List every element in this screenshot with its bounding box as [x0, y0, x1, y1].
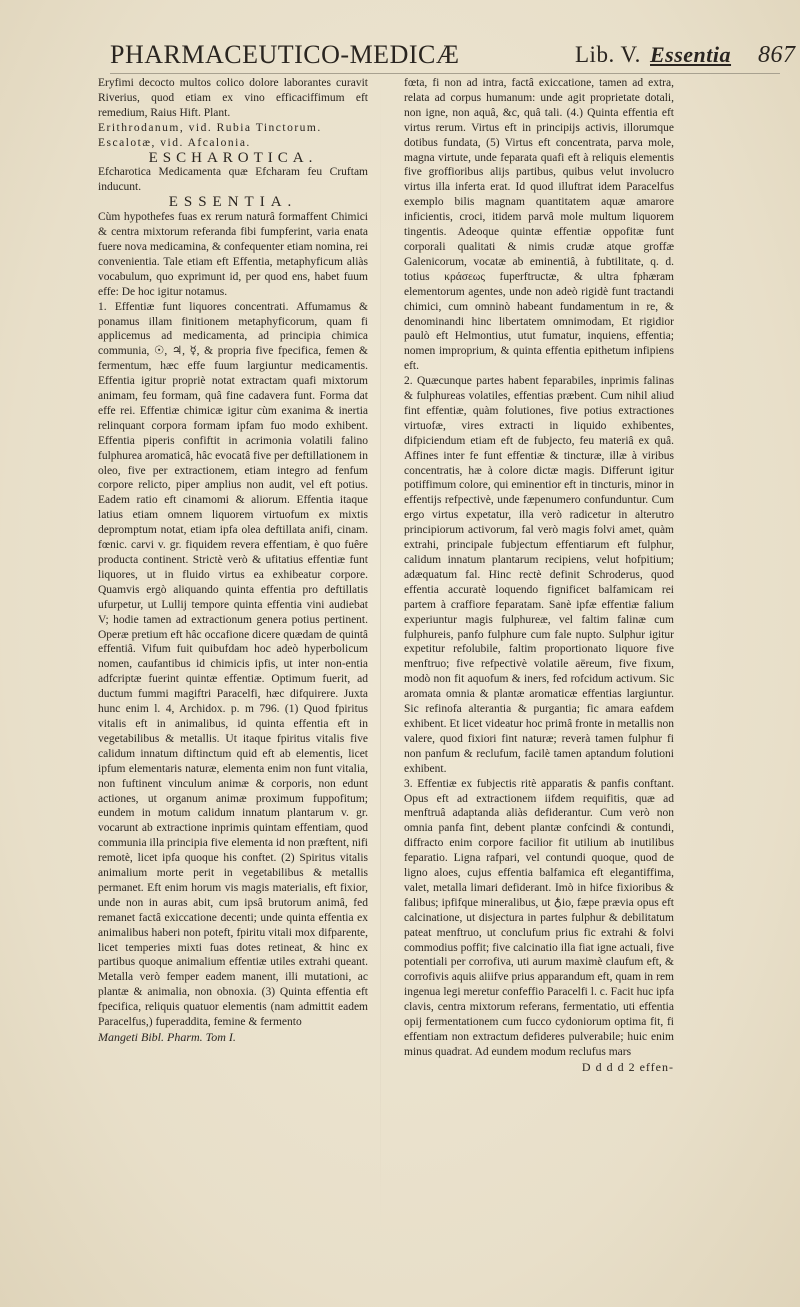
running-title: PHARMACEUTICO-MEDICÆ: [110, 40, 460, 69]
paragraph-essentia-intro: Cùm hypothefes fuas ex rerum naturâ formaffent Chimici & centra mixtorum referanda fibi fumpferint, varia enata fuere nova medicamina, & confequenter etiam nomina, rei convenientia. Tale etiam eft Effentia, metaphyficum aliàs vocabulum, quo exprimunt id, per quod ens, habet fuum effe: De hoc igitur notamus.: [98, 211, 368, 298]
right-column: [404, 76, 674, 1075]
paragraph-eryfimi: Eryfimi decocto multos colico dolore laborantes curavit Riverius, quod etiam ex vino efficaciffimum eft remedium, Raius Hift. Plant.: [98, 77, 368, 119]
book-number: Lib. V.: [575, 42, 641, 67]
column-gutter: [380, 80, 381, 1230]
running-header: [110, 38, 800, 72]
section-title: Essentia: [650, 42, 732, 67]
paragraph-right-1: fœta, fi non ad intra, factâ exiccatione, tamen ad extra, relata ad corpus humanum: unde agit proprietate dotali, non igne, non aquâ, &c, quâ tali. (4.) Quinta effentia eft virtus rerum. Virtus eft in principijs activis, illorumque dotibus fundata, (5) Virtus eft concentrata, parva mole, magna virtute, unde feparata quafi eft à reliquis elementis five groffioribus alijs partibus, quibus velut involucro virtus illa inferta erat. Id quod illuftrat idem Paracelfus exemplo bilis magnam quantitatem aquæ amarore inficientis, croci, itidem parvâ mole multum liquorem tingentis. Adeoque quintæ effentiæ oppofitæ funt corporali qualitati & nimis crudæ atque groffæ Galenicorum, vocatæ ab eminentiâ, à fubtilitate, q. d. totius κράσεως fuperftructæ, & ultra fphæram elementorum agentes, unde non adeò rigidè funt tractandi chimici, cum omninò habeant fundamentum in re, & denominandi hinc libertatem omnimodam, Et rigidior paulò eft Helmontius, utut fumatur, inquiens, effentia; nomen improprium, & quinta effentia epithetum infipiens eft.: [404, 77, 674, 373]
header-rule: [110, 73, 780, 74]
paragraph-right-2: 2. Quæcunque partes habent feparabiles, inprimis falinas & fulphureas volatiles, effentias præbent. Cum nihil aliud fint effentiæ, quàm folutiones, five potius extractiones virtuofæ, vires extracti in liquido exhibentes, difpiciendum etiam eft de fubjecto, feu materiâ ex quâ. Affines inter fe funt effentiæ & tincturæ, illæ à viribus concentratis, hæ à colore dictæ magis. Differunt igitur potiffimum colore, qui eminentior eft in tincturis, minor in effentijs refpectivè, unde fæpenumero confunduntur. Cum ergo virtus expetatur, illa verò radicetur in alterutro principiorum activorum, fal verò magis folvi amet, quàm extrahi, principale fubjectum effentiarum eft fulphur, calidum innatum plantarum recipiens, velut hofpitium; adæquatum fal. Hinc rectè definit Schroderus, quod effentia accuratè loquendo fignificet balfamicam rei partem à craffiore feparatam. Sanè ipfæ effentiæ falium experiuntur magis fulphureæ, vel faltim falinæ cum fulphureis, panfo fulphure cum fale nupto. Sulphur igitur expetitur refolubile, faltim proportionato liquore five menftruo; five refpectivè volatile aëreum, five fixum, modò non fit aquofum & iners, fed rofcidum activum. Sic aromata omnia & plantæ aromaticæ effentias largiuntur. Sic refinofa alterantia & purgantia; fic amara eafdem exhibent. Et licet videatur hoc primâ fronte in metallis non valere, quod fixiori fint naturæ; reverà tamen fulphur fi non panfum & reclufum, facilè tamen aptandum folutioni exhibent.: [404, 375, 674, 775]
page-number: 867: [758, 42, 796, 68]
paragraph-right-3: 3. Effentiæ ex fubjectis ritè apparatis & panfis conftant. Opus eft ad extractionem iifdem requifitis, quæ ad menftruâ adaptanda aliàs defiderantur. Cum verò non omnia panfa fint, debent plantæ confcindi & contundi, diffracto enim corpore facilior fit utilium ab inutilibus feparatio. Ligna rafpari, vel contundi quoque, quod de ligno aloes, cujus effentia balfamica eft elegantiffima, valet, metalla limari defiderant. Imò in hifce fixioribus & falibus; ipfifque mineralibus, ut ♁io, fæpe prævia opus eft calcinatione, ut disjectura in partes fulphur & debilitatum pateat menftruo, ut conclufum prius fic extrahi & folvi commodius poffit; five calcinatio illa fiat igne actuali, five potentiali per corrofiva, uti aurum maximè claufum eft, & corrofivis aquis aliifve prius apparandum eft, quam in rem ingenua legi meretur confeffio Paracelfi l. c. Facit huc ipfa clavis, centra mixtorum referans, fermentatio, uti effentia opij fermentationem cum fucco cydoniorum optima fit, fi effentiam non extractum defideres pulverabile; huic enim minus quadrat. Ad eundem modum reclufus mars: [404, 777, 674, 1058]
heading-escharotica: ESCHAROTICA.: [148, 149, 318, 166]
entry-escalotae: Escalotæ, vid. Afcalonia.: [98, 136, 251, 149]
paragraph-escharotica: Efcharotica Medicamenta quæ Efcharam feu Cruftam inducunt.: [98, 166, 368, 194]
left-footer: Mangeti Bibl. Pharm. Tom I.: [98, 1030, 236, 1044]
left-column: [98, 76, 368, 1045]
entry-erithrodanum: Erithrodanum, vid. Rubia Tinctorum.: [98, 121, 322, 134]
paragraph-essentia-1: 1. Effentiæ funt liquores concentrati. Affumamus & ponamus illam finitionem metaphyficorum, quam fi applicemus ad medicamenta, ad principia chimica communia, ☉, ♃, ☿, & propria five fpecifica, femen & fermentum, hæc effe fuum largiuntur medicamentis. Effentia igitur propriè notat extractam quafi mixtorum animam, feu formam, quâ fine cadavera funt. Forma dat effe rei. Effentiæ chimicæ igitur cùm exanima & inertia relinquant corpora formam ipfam fuo modo exhibent. Effentia piperis confiftit in acrimonia volatili falino fulphurea aromaticâ, hâc evocatâ five per deftillationem in oleo, five per extractionem, etiam integro ad fenfum corpore relicto, piper amplius non audit, vel eft potius. Eadem ratio eft cinamomi & aliorum. Effentia itaque latius etiam omnem liquorem virtuofum ex mixtis depromptum notat, etiam ipfa olea deftillata anifi, cinam. fœnic. carvi v. gr. fiquidem revera effentiam, è quo fuêre producta continent. Strictè verò & ufitatius effentiæ funt liquores, ut in fluido virtus ea exhibeatur corpore. Quamvis ergò aliquando quinta effentia pro deftillatis ufurpetur, ut Lullij tempore quinta effentia vini audiebat V; hodie tamen ad extractionum genera potius pertinent. Operæ pretium eft hâc occafione dicere quædam de quintâ effentiâ. Vifum fuit quibufdam hoc adeò hyperbolicum nomen, caufantibus id chimicis ipfis, ut inter non-entia adfcriptæ fuerint quintæ effentiæ. Optimum fuerit, ad ductum fummi magiftri Paracelfi, hæc difquirere. Juxta hunc enim l. 4, Archidox. p. m 796. (1) Quod fpiritus vitalis eft in animalibus, id quinta effentia eft in vegetabilibus & metallis. Ut itaque fpiritus vitalis five calidum innatum diftinctum quid eft ab elementis, licet ipfum elementaris naturæ, elementa enim non funt vitalia, non fuftinent vinculum animæ & corporis, non edunt actiones, ut organum animæ proximum fuppofitum; eundem in motum calidum innatum plantarum v. gr. vocarunt ab extractione inprimis quintam effentiam, quod communia illa principia five elementa id non præftent, nifi remotè, licet ipfa quoque his conftet. (2) Spiritus vitalis animalium morte perit in vegetabilibus & metallis permanet. Eft enim horum vis magis materialis, eft fixior, unde non in auras abit, cum ipsâ brutorum animâ, fed remanet factâ exiccatione decenti; unde quinta effentia ex animalibus haberi non poteft, fpiritu vitali mox difparente, licet temperies mixti fuas dotes retineat, & hinc ex partibus quoque animalium effentiæ utiles extrahi queant. Metalla verò femper eadem manent, illi mutationi, ac plantæ & animalia, non obnoxia. (3) Quinta effentia eft fpecifica, reliquis quatuor elementis (nam admittit eadem Paracelfus,) fuperaddita, femine & fermento: [98, 300, 368, 1029]
right-footer: D d d d 2 effen-: [581, 1059, 674, 1074]
heading-essentia: ESSENTIA.: [168, 194, 298, 211]
